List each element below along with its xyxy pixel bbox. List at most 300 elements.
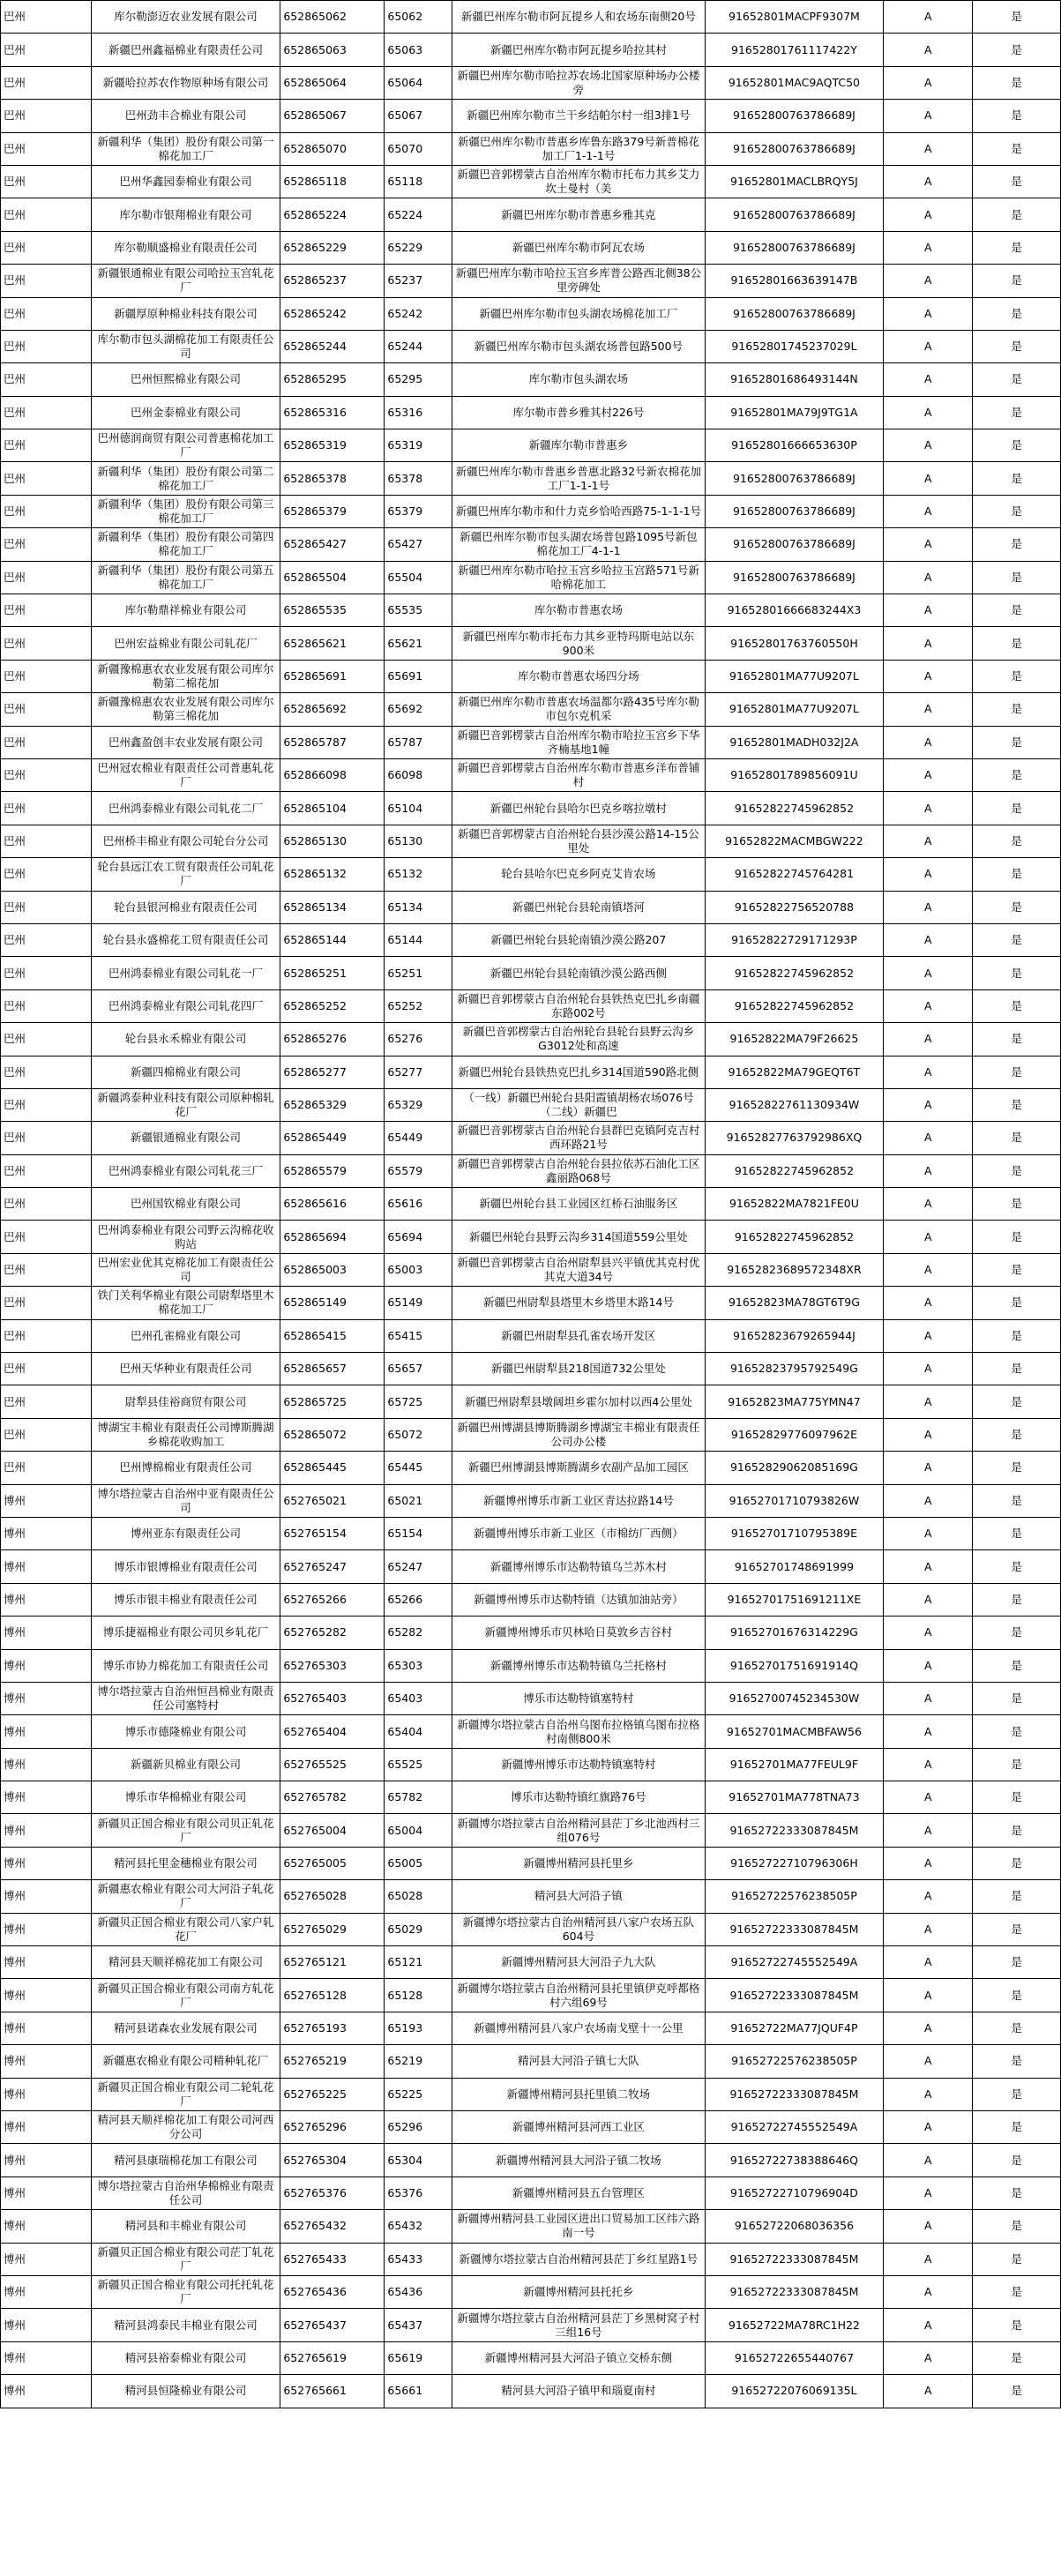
address-cell: 库尔勒市普惠农场 [452, 594, 706, 627]
flag-cell: 是 [973, 2243, 1061, 2275]
table-row [1, 198, 1061, 231]
address-cell: 新疆博州精河县托托乡 [452, 2275, 706, 2308]
table-row [1, 2111, 1061, 2144]
address-cell: 新疆巴州库尔勒市阿瓦提乡哈拉其村 [452, 34, 706, 66]
short-code-cell: 65504 [385, 561, 452, 594]
region-cell: 巴州 [1, 660, 92, 692]
warehouse-code-cell: 652865229 [280, 231, 385, 264]
flag-cell: 是 [973, 1649, 1061, 1682]
warehouse-code-cell: 652865063 [280, 34, 385, 66]
address-cell: 新疆巴音郭楞蒙古自治州尉犁县兴平镇优其克村优其克大道34号 [452, 1253, 706, 1286]
company-name-cell: 新疆惠农棉业有限公司精种轧花厂 [91, 2045, 280, 2078]
grade-cell: A [884, 1122, 973, 1154]
address-cell: 新疆巴州轮台县铁热克巴扎乡314国道590路北侧 [452, 1056, 706, 1088]
company-name-cell: 巴州博棉棉业有限责任公司 [91, 1452, 280, 1484]
short-code-cell: 65134 [385, 891, 452, 923]
region-cell: 博州 [1, 1550, 92, 1583]
warehouse-code-cell: 652865064 [280, 66, 385, 99]
credit-code-cell: 91652701710795389E [705, 1517, 883, 1549]
region-cell: 博州 [1, 2045, 92, 2078]
credit-code-cell: 91652800763786689J [705, 528, 883, 561]
warehouse-code-cell: 652865104 [280, 792, 385, 825]
flag-cell: 是 [973, 330, 1061, 362]
region-cell: 巴州 [1, 1319, 92, 1352]
table-row [1, 1682, 1061, 1714]
address-cell: 新疆巴音郭楞蒙古自治州轮台县沙漠公路14-15公里处 [452, 825, 706, 857]
short-code-cell: 65128 [385, 1979, 452, 2012]
credit-code-cell: 91652700745234530W [705, 1682, 883, 1714]
short-code-cell: 65782 [385, 1781, 452, 1814]
credit-code-cell: 91652701751691914Q [705, 1649, 883, 1682]
address-cell: 新疆巴州库尔勒市普惠农场温都尔路435号库尔勒市包尔克机采 [452, 693, 706, 726]
table-row [1, 2177, 1061, 2209]
table-row [1, 1418, 1061, 1451]
grade-cell: A [884, 2243, 973, 2275]
credit-code-cell: 91652822761130934W [705, 1088, 883, 1121]
company-name-cell: 新疆利华（集团）股份有限公司第五棉花加工厂 [91, 561, 280, 594]
grade-cell: A [884, 1946, 973, 1979]
address-cell: 新疆巴州库尔勒市包头湖农场普包路1095号新包棉花加工厂4-1-1 [452, 528, 706, 561]
warehouse-code-cell: 652865130 [280, 825, 385, 857]
flag-cell: 是 [973, 462, 1061, 495]
flag-cell: 是 [973, 561, 1061, 594]
warehouse-code-cell: 652765376 [280, 2177, 385, 2209]
short-code-cell: 65437 [385, 2309, 452, 2341]
grade-cell: A [884, 1056, 973, 1088]
short-code-cell: 65404 [385, 1715, 452, 1748]
credit-code-cell: 91652829062085169G [705, 1452, 883, 1484]
address-cell: 新疆巴州库尔勒市兰干乡结帕尔村一组3排1号 [452, 100, 706, 132]
region-cell: 博州 [1, 2111, 92, 2144]
grade-cell: A [884, 1253, 973, 1286]
address-cell: 新疆巴州博湖县博斯腾湖乡农副产品加工园区 [452, 1452, 706, 1484]
grade-cell: A [884, 2210, 973, 2243]
region-cell: 巴州 [1, 758, 92, 791]
address-cell: 新疆巴州库尔勒市托布力其乡亚特玛斯电站以东900米 [452, 627, 706, 660]
region-cell: 博州 [1, 2243, 92, 2275]
warehouse-code-cell: 652865725 [280, 1385, 385, 1418]
warehouse-code-cell: 652765304 [280, 2144, 385, 2177]
address-cell: 新疆库尔勒市普惠乡 [452, 429, 706, 462]
flag-cell: 是 [973, 1979, 1061, 2012]
warehouse-code-cell: 652865694 [280, 1221, 385, 1253]
region-cell: 博州 [1, 2341, 92, 2374]
credit-code-cell: 91652722333087845M [705, 1979, 883, 2012]
company-name-cell: 巴州鸿泰棉业有限公司轧花二厂 [91, 792, 280, 825]
region-cell: 博州 [1, 1617, 92, 1649]
warehouse-code-cell: 652865579 [280, 1154, 385, 1187]
address-cell: 新疆博州博乐市新工业区（市棉纺厂西侧） [452, 1517, 706, 1549]
grade-cell: A [884, 627, 973, 660]
company-name-cell: 轮台县远江农工贸有限责任公司轧花厂 [91, 858, 280, 891]
address-cell: 精河县大河沿子镇七大队 [452, 2045, 706, 2078]
region-cell: 博州 [1, 2375, 92, 2408]
grade-cell: A [884, 1649, 973, 1682]
short-code-cell: 65282 [385, 1617, 452, 1649]
address-cell: 新疆巴音郭楞蒙古自治州库尔勒市托布力其乡艾力坎土曼村（美 [452, 165, 706, 198]
warehouse-code-cell: 652765432 [280, 2210, 385, 2243]
company-name-cell: 巴州宏益棉业有限公司轧花厂 [91, 627, 280, 660]
warehouse-code-cell: 652765005 [280, 1847, 385, 1879]
grade-cell: A [884, 2144, 973, 2177]
flag-cell: 是 [973, 2045, 1061, 2078]
short-code-cell: 65616 [385, 1188, 452, 1221]
flag-cell: 是 [973, 858, 1061, 891]
table-row [1, 1517, 1061, 1549]
flag-cell: 是 [973, 1814, 1061, 1847]
address-cell: 新疆巴州尉犁县塔里木乡塔里木路14号 [452, 1287, 706, 1319]
short-code-cell: 65121 [385, 1946, 452, 1979]
address-cell: 新疆巴音郭楞蒙古自治州轮台县群巴克镇阿克吉村西环路21号 [452, 1122, 706, 1154]
credit-code-cell: 91652801666683244X3 [705, 594, 883, 627]
table-row [1, 825, 1061, 857]
address-cell: 新疆巴州库尔勒市包头湖农场普包路500号 [452, 330, 706, 362]
short-code-cell: 65225 [385, 2078, 452, 2110]
short-code-cell: 65303 [385, 1649, 452, 1682]
region-cell: 博州 [1, 2078, 92, 2110]
flag-cell: 是 [973, 1221, 1061, 1253]
warehouse-code-cell: 652865132 [280, 858, 385, 891]
address-cell: 新疆博州精河县工业园区进出口贸易加工区纬六路南一号 [452, 2210, 706, 2243]
table-row [1, 1946, 1061, 1979]
flag-cell: 是 [973, 923, 1061, 956]
address-cell: 轮台县哈尔巴克乡阿克艾肯农场 [452, 858, 706, 891]
short-code-cell: 65619 [385, 2341, 452, 2374]
warehouse-code-cell: 652865237 [280, 265, 385, 297]
warehouse-code-cell: 652865252 [280, 989, 385, 1022]
grade-cell: A [884, 1913, 973, 1945]
region-cell: 博州 [1, 1484, 92, 1517]
company-name-cell: 精河县天顺祥棉花加工有限公司 [91, 1946, 280, 1979]
company-name-cell: 巴州鸿泰棉业有限公司野云沟棉花收购站 [91, 1221, 280, 1253]
region-cell: 巴州 [1, 627, 92, 660]
region-cell: 博州 [1, 1979, 92, 2012]
grade-cell: A [884, 1188, 973, 1221]
table-row [1, 528, 1061, 561]
region-cell: 巴州 [1, 1287, 92, 1319]
grade-cell: A [884, 2309, 973, 2341]
credit-code-cell: 91652822745962852 [705, 1154, 883, 1187]
region-cell: 巴州 [1, 231, 92, 264]
address-cell: 新疆巴州库尔勒市和什力克乡恰哈西路75-1-1-1号 [452, 495, 706, 527]
credit-code-cell: 91652801MA77U9207L [705, 660, 883, 692]
company-name-cell: 轮台县永盛棉花工贸有限责任公司 [91, 923, 280, 956]
region-cell: 巴州 [1, 100, 92, 132]
table-row [1, 1088, 1061, 1121]
region-cell: 博州 [1, 1946, 92, 1979]
region-cell: 博州 [1, 1682, 92, 1714]
grade-cell: A [884, 1617, 973, 1649]
flag-cell: 是 [973, 1583, 1061, 1616]
company-name-cell: 巴州鸿泰棉业有限公司轧花四厂 [91, 989, 280, 1022]
flag-cell: 是 [973, 594, 1061, 627]
short-code-cell: 65319 [385, 429, 452, 462]
warehouse-code-cell: 652865277 [280, 1056, 385, 1088]
table-row [1, 1023, 1061, 1056]
address-cell: 新疆巴音郭楞蒙古自治州轮台县铁热克巴扎乡南疆东路002号 [452, 989, 706, 1022]
table-row [1, 891, 1061, 923]
flag-cell: 是 [973, 2111, 1061, 2144]
credit-code-cell: 91652822745962852 [705, 1221, 883, 1253]
company-name-cell: 巴州宏业优其克棉花加工有限责任公司 [91, 1253, 280, 1286]
credit-code-cell: 91652800763786689J [705, 231, 883, 264]
grade-cell: A [884, 561, 973, 594]
flag-cell: 是 [973, 495, 1061, 527]
warehouse-code-cell: 652865427 [280, 528, 385, 561]
address-cell: 新疆巴州库尔勒市包头湖农场棉花加工厂 [452, 297, 706, 330]
flag-cell: 是 [973, 363, 1061, 396]
credit-code-cell: 91652801686493144N [705, 363, 883, 396]
warehouse-code-cell: 652865242 [280, 297, 385, 330]
grade-cell: A [884, 132, 973, 165]
flag-cell: 是 [973, 1550, 1061, 1583]
flag-cell: 是 [973, 2012, 1061, 2044]
credit-code-cell: 91652701676314229G [705, 1617, 883, 1649]
credit-code-cell: 91652801MADH032J2A [705, 726, 883, 758]
company-name-cell: 博乐市银博棉业有限责任公司 [91, 1550, 280, 1583]
region-cell: 博州 [1, 2177, 92, 2209]
table-row [1, 462, 1061, 495]
grade-cell: A [884, 330, 973, 362]
table-row [1, 1353, 1061, 1385]
flag-cell: 是 [973, 1847, 1061, 1879]
table-row [1, 693, 1061, 726]
warehouse-code-cell: 652865072 [280, 1418, 385, 1451]
company-name-cell: 巴州天华种业有限责任公司 [91, 1353, 280, 1385]
warehouse-code-cell: 652865319 [280, 429, 385, 462]
short-code-cell: 65062 [385, 1, 452, 34]
table-row [1, 265, 1061, 297]
address-cell: 新疆巴音郭楞蒙古自治州库尔勒市普惠乡洋布普铺村 [452, 758, 706, 791]
grade-cell: A [884, 923, 973, 956]
grade-cell: A [884, 2341, 973, 2374]
warehouse-code-cell: 652865149 [280, 1287, 385, 1319]
flag-cell: 是 [973, 231, 1061, 264]
short-code-cell: 65247 [385, 1550, 452, 1583]
grade-cell: A [884, 1550, 973, 1583]
short-code-cell: 65579 [385, 1154, 452, 1187]
grade-cell: A [884, 1088, 973, 1121]
warehouse-code-cell: 652865415 [280, 1319, 385, 1352]
warehouse-code-cell: 652865144 [280, 923, 385, 956]
warehouse-code-cell: 652765303 [280, 1649, 385, 1682]
region-cell: 巴州 [1, 363, 92, 396]
credit-code-cell: 91652822MA79GEQT6T [705, 1056, 883, 1088]
table-row [1, 792, 1061, 825]
short-code-cell: 65219 [385, 2045, 452, 2078]
company-name-cell: 巴州鑫盈创丰农业发展有限公司 [91, 726, 280, 758]
table-row [1, 1880, 1061, 1913]
flag-cell: 是 [973, 825, 1061, 857]
table-row [1, 231, 1061, 264]
grade-cell: A [884, 297, 973, 330]
table-row [1, 2341, 1061, 2374]
grade-cell: A [884, 989, 973, 1022]
warehouse-code-cell: 652765219 [280, 2045, 385, 2078]
grade-cell: A [884, 1385, 973, 1418]
address-cell: 博乐市达勒特镇塞特村 [452, 1682, 706, 1714]
grade-cell: A [884, 792, 973, 825]
grade-cell: A [884, 1814, 973, 1847]
company-name-cell: 库尔勒澎迈农业发展有限公司 [91, 1, 280, 34]
region-cell: 巴州 [1, 923, 92, 956]
company-name-cell: 精河县康瑞棉花加工有限公司 [91, 2144, 280, 2177]
address-cell: 新疆巴州轮台县轮南镇塔河 [452, 891, 706, 923]
credit-code-cell: 91652722MA77JQUF4P [705, 2012, 883, 2044]
credit-code-cell: 91652800763786689J [705, 495, 883, 527]
company-name-cell: 博乐市德隆棉业有限公司 [91, 1715, 280, 1748]
credit-code-cell: 91652822745764281 [705, 858, 883, 891]
flag-cell: 是 [973, 297, 1061, 330]
warehouse-code-cell: 652865657 [280, 1353, 385, 1385]
company-name-cell: 新疆贝正国合棉业有限公司八家户轧花厂 [91, 1913, 280, 1945]
region-cell: 巴州 [1, 462, 92, 495]
table-row [1, 1550, 1061, 1583]
table-row [1, 297, 1061, 330]
region-cell: 巴州 [1, 989, 92, 1022]
address-cell: 新疆巴音郭楞蒙古自治州轮台县轮台县野云沟乡G3012处和高速 [452, 1023, 706, 1056]
grade-cell: A [884, 726, 973, 758]
flag-cell: 是 [973, 132, 1061, 165]
grade-cell: A [884, 2111, 973, 2144]
warehouse-code-cell: 652765404 [280, 1715, 385, 1748]
address-cell: 新疆博尔塔拉蒙古自治州精河县茫丁乡黑树窝子村三组16号 [452, 2309, 706, 2341]
company-name-cell: 博乐市华棉棉业有限公司 [91, 1781, 280, 1814]
flag-cell: 是 [973, 1353, 1061, 1385]
short-code-cell: 65432 [385, 2210, 452, 2243]
table-row [1, 1, 1061, 34]
grade-cell: A [884, 2275, 973, 2308]
warehouse-code-cell: 652765661 [280, 2375, 385, 2408]
table-row [1, 495, 1061, 527]
grade-cell: A [884, 1287, 973, 1319]
company-name-cell: 巴州鸿泰棉业有限公司轧花一厂 [91, 957, 280, 989]
credit-code-cell: 91652801663639147B [705, 265, 883, 297]
address-cell: 新疆巴州库尔勒市哈拉玉宫乡哈拉玉宫路571号新哈棉花加工 [452, 561, 706, 594]
flag-cell: 是 [973, 2210, 1061, 2243]
grade-cell: A [884, 1353, 973, 1385]
address-cell: 新疆博州博乐市达勒特镇（达镇加油站旁） [452, 1583, 706, 1616]
company-name-cell: 库尔勒鼎祥棉业有限公司 [91, 594, 280, 627]
flag-cell: 是 [973, 1484, 1061, 1517]
address-cell: 新疆博州精河县八家户农场南戈壁十一公里 [452, 2012, 706, 2044]
short-code-cell: 65244 [385, 330, 452, 362]
grade-cell: A [884, 34, 973, 66]
company-name-cell: 新疆豫棉惠农农业发展有限公司库尔勒第二棉花加 [91, 660, 280, 692]
table-row [1, 396, 1061, 429]
table-row [1, 594, 1061, 627]
company-name-cell: 库尔勒市包头湖棉花加工有限责任公司 [91, 330, 280, 362]
company-name-cell: 库尔勒顺盛棉业有限责任公司 [91, 231, 280, 264]
table-row [1, 1913, 1061, 1945]
short-code-cell: 65415 [385, 1319, 452, 1352]
flag-cell: 是 [973, 265, 1061, 297]
region-cell: 博州 [1, 2210, 92, 2243]
region-cell: 巴州 [1, 1056, 92, 1088]
company-name-cell: 新疆四棉棉业有限公司 [91, 1056, 280, 1088]
flag-cell: 是 [973, 1122, 1061, 1154]
region-cell: 巴州 [1, 693, 92, 726]
table-row [1, 2078, 1061, 2110]
address-cell: 新疆巴州尉犁县墩阔坦乡霍尔加村以西4公里处 [452, 1385, 706, 1418]
company-name-cell: 博湖宝丰棉业有限责任公司博斯腾湖乡棉花收购加工 [91, 1418, 280, 1451]
flag-cell: 是 [973, 1880, 1061, 1913]
grade-cell: A [884, 660, 973, 692]
company-name-cell: 博州亚东有限责任公司 [91, 1517, 280, 1549]
flag-cell: 是 [973, 1682, 1061, 1714]
warehouse-code-cell: 652765782 [280, 1781, 385, 1814]
company-name-cell: 精河县裕泰棉业有限公司 [91, 2341, 280, 2374]
warehouse-code-cell: 652865616 [280, 1188, 385, 1221]
credit-code-cell: 91652722333087845M [705, 2275, 883, 2308]
credit-code-cell: 91652801745237029L [705, 330, 883, 362]
grade-cell: A [884, 165, 973, 198]
warehouse-code-cell: 652865067 [280, 100, 385, 132]
table-row [1, 34, 1061, 66]
short-code-cell: 65193 [385, 2012, 452, 2044]
credit-code-cell: 91652701751691211XE [705, 1583, 883, 1616]
short-code-cell: 65067 [385, 100, 452, 132]
address-cell: 新疆博州博乐市达勒特镇乌兰托格村 [452, 1649, 706, 1682]
region-cell: 博州 [1, 1913, 92, 1945]
warehouse-code-cell: 652765004 [280, 1814, 385, 1847]
short-code-cell: 65787 [385, 726, 452, 758]
grade-cell: A [884, 462, 973, 495]
short-code-cell: 65433 [385, 2243, 452, 2275]
grade-cell: A [884, 396, 973, 429]
warehouse-code-cell: 652865379 [280, 495, 385, 527]
credit-code-cell: 91652722076069135L [705, 2375, 883, 2408]
grade-cell: A [884, 825, 973, 857]
warehouse-code-cell: 652865445 [280, 1452, 385, 1484]
warehouse-code-cell: 652765266 [280, 1583, 385, 1616]
grade-cell: A [884, 1682, 973, 1714]
table-row [1, 66, 1061, 99]
grade-cell: A [884, 858, 973, 891]
grade-cell: A [884, 1880, 973, 1913]
credit-code-cell: 91652722576238505P [705, 1880, 883, 1913]
address-cell: 新疆博州精河县托里乡 [452, 1847, 706, 1879]
flag-cell: 是 [973, 528, 1061, 561]
company-name-cell: 新疆贝正国合棉业有限公司托托轧花厂 [91, 2275, 280, 2308]
address-cell: 新疆巴州库尔勒市普惠乡雅其克 [452, 198, 706, 231]
grade-cell: A [884, 1979, 973, 2012]
credit-code-cell: 91652800763786689J [705, 100, 883, 132]
short-code-cell: 65224 [385, 198, 452, 231]
flag-cell: 是 [973, 1188, 1061, 1221]
address-cell: 新疆巴州库尔勒市哈拉玉宫乡库普公路西北侧38公里旁碑处 [452, 265, 706, 297]
region-cell: 巴州 [1, 34, 92, 66]
table-row [1, 1847, 1061, 1879]
flag-cell: 是 [973, 1452, 1061, 1484]
address-cell: 新疆巴州库尔勒市阿瓦提乡人和农场东南侧20号 [452, 1, 706, 34]
address-cell: 新疆巴音郭楞蒙古自治州轮台县拉依苏石油化工区鑫丽路068号 [452, 1154, 706, 1187]
warehouse-code-cell: 652865691 [280, 660, 385, 692]
grade-cell: A [884, 1484, 973, 1517]
region-cell: 巴州 [1, 1253, 92, 1286]
credit-code-cell: 91652829776097962E [705, 1418, 883, 1451]
credit-code-cell: 91652722MA78RC1H22 [705, 2309, 883, 2341]
address-cell: 新疆巴州库尔勒市哈拉苏农场北国家原种场办公楼旁 [452, 66, 706, 99]
credit-code-cell: 91652822MA79F26625 [705, 1023, 883, 1056]
region-cell: 巴州 [1, 132, 92, 165]
table-row [1, 923, 1061, 956]
short-code-cell: 65445 [385, 1452, 452, 1484]
company-name-cell: 巴州孔雀棉业有限公司 [91, 1319, 280, 1352]
region-cell: 巴州 [1, 858, 92, 891]
address-cell: 新疆巴州轮台县轮南镇沙漠公路西侧 [452, 957, 706, 989]
flag-cell: 是 [973, 1946, 1061, 1979]
